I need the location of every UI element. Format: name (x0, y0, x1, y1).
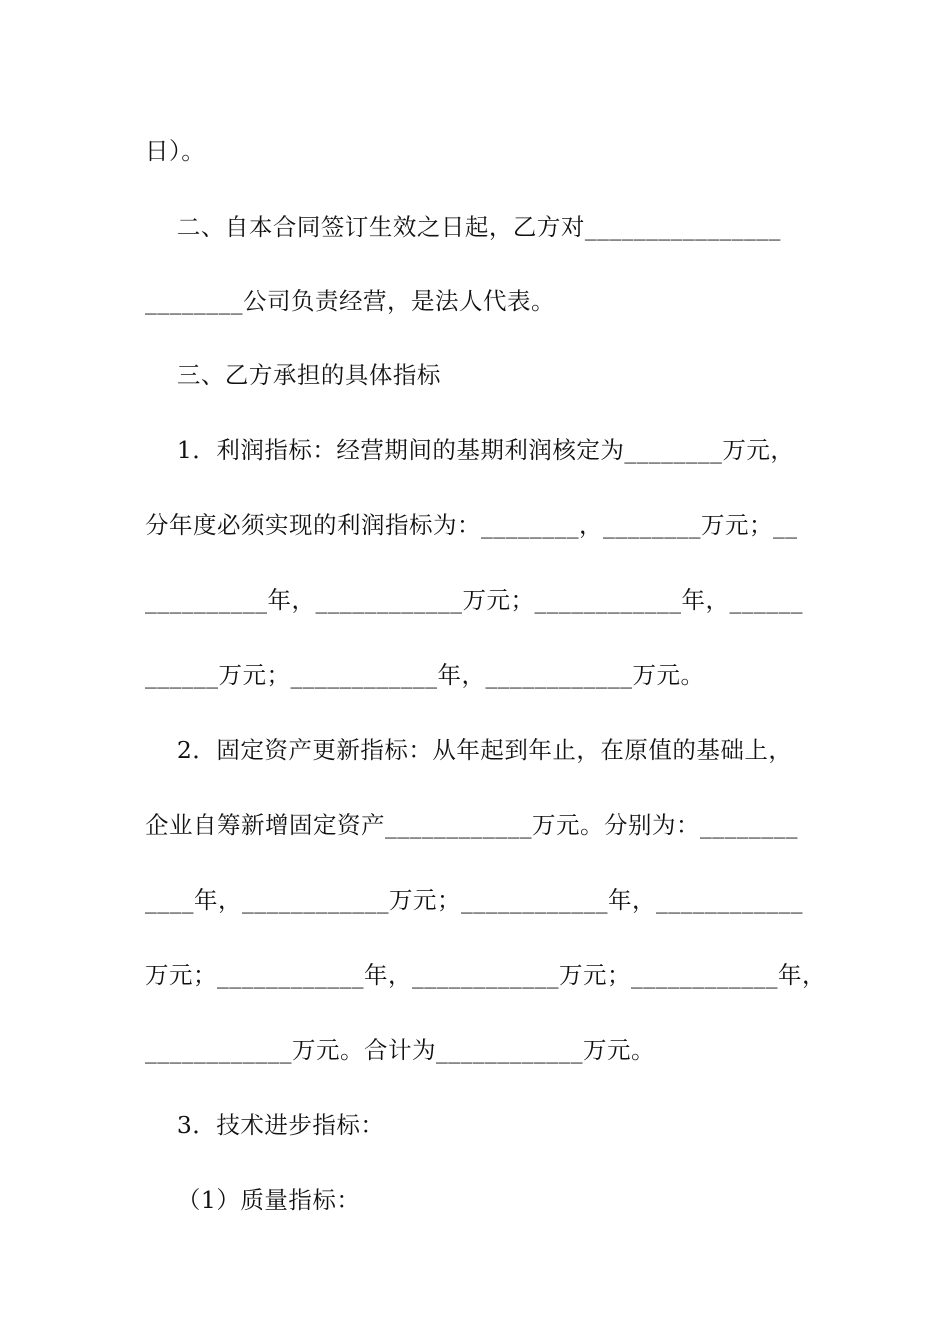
section-heading-3: 三、乙方承担的具体指标 (145, 361, 441, 389)
subsection-heading-tech: 3．技术进步指标： (145, 1111, 385, 1139)
text-line-12: 万元；____________年，____________万元；____________年， (145, 961, 826, 989)
text-line-6: 分年度必须实现的利润指标为：________，________万元；__ (145, 511, 798, 539)
text-line-11: ____年，____________万元；____________年，____________ (145, 886, 803, 914)
text-line-2: 二、自本合同签订生效之日起，乙方对________________ (145, 213, 781, 241)
text-line-1: 日）。 (145, 137, 206, 165)
text-line-13: ____________万元。合计为____________万元。 (145, 1036, 655, 1064)
subsection-heading-quality: （1）质量指标： (145, 1186, 361, 1214)
text-line-3: ________公司负责经营，是法人代表。 (145, 287, 555, 315)
text-line-10: 企业自筹新增固定资产____________万元。分别为：________ (145, 811, 798, 839)
text-line-7: __________年，____________万元；____________年，______ (145, 586, 803, 614)
text-line-8: ______万元；____________年，____________万元。 (145, 661, 705, 689)
text-line-9: 2．固定资产更新指标：从年起到年止，在原值的基础上， (145, 736, 793, 764)
text-line-5: 1．利润指标：经营期间的基期利润核定为________万元， (145, 436, 795, 464)
